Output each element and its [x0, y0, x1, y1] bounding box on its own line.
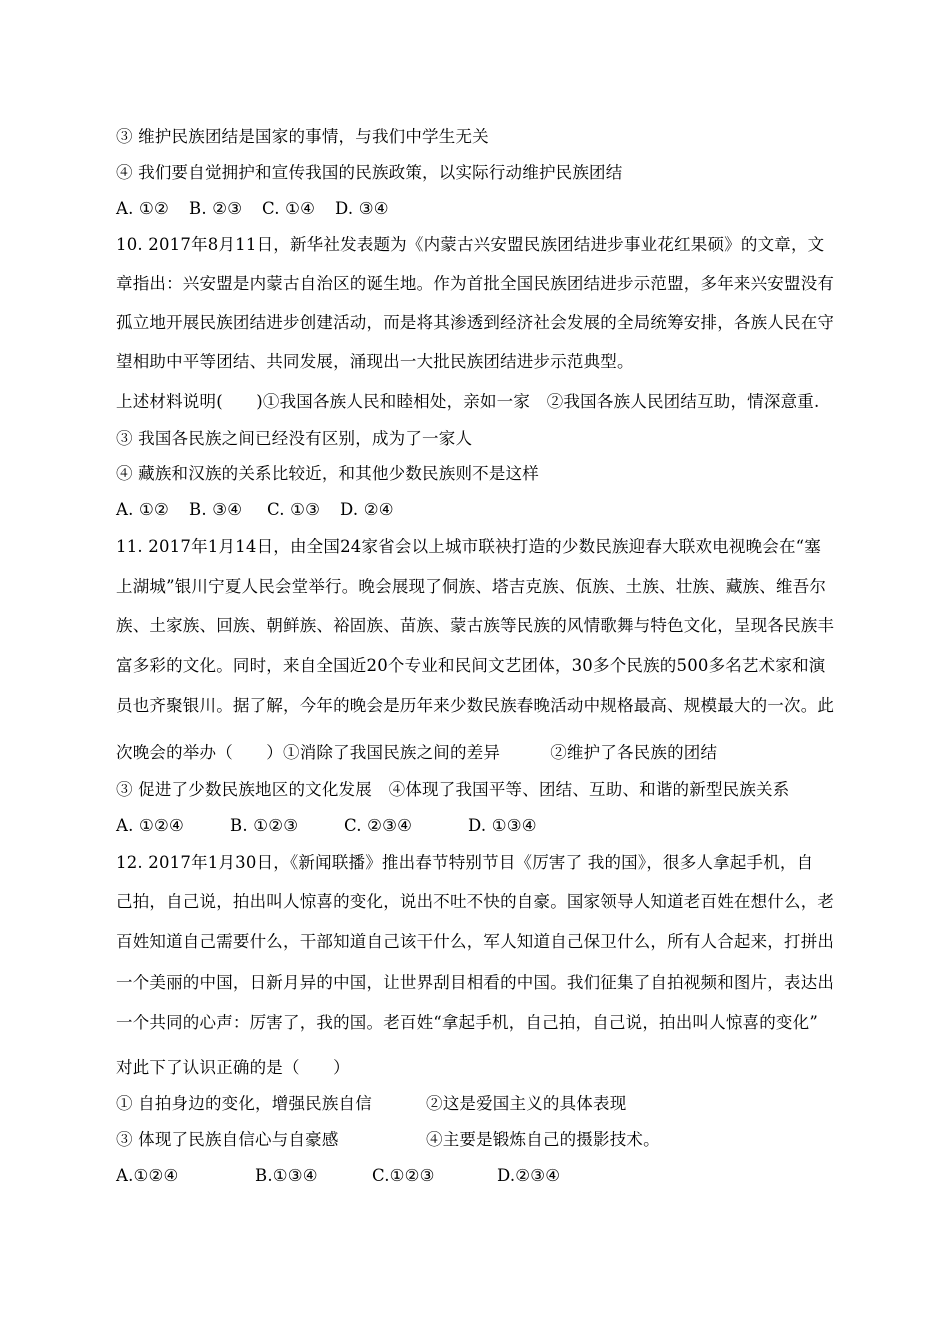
- q12-statement-1: ① 自拍身边的变化，增强民族自信: [116, 1094, 372, 1113]
- q11-statements: ③ 促进了少数民族地区的文化发展 ④体现了我国平等、团结、互助、和谐的新型民族关系: [116, 780, 790, 799]
- q11-line: 富多彩的文化。同时，来自全国近20个专业和民间文艺团体，30多个民族的500多名艺术家和演: [116, 656, 826, 675]
- q12-line: 一个美丽的中国，日新月异的中国，让世界刮目相看的中国。我们征集了自拍视频和图片，表达出: [116, 973, 835, 992]
- q11-option-b: B. ①②③: [230, 816, 299, 835]
- q12-statements-row-2: [116, 1129, 660, 1151]
- q12-statement-2: ②这是爱国主义的具体表现: [426, 1094, 627, 1113]
- q11-line: 上湖城”银川宁夏人民会堂举行。晚会展现了侗族、塔吉克族、佤族、土族、壮族、藏族、维吾尔: [116, 577, 827, 596]
- q11-option-a: A. ①②④: [116, 816, 184, 835]
- q12-line: 12. 2017年1月30日，《新闻联播》推出春节特别节目《厉害了 我的国》，很多人拿起手机，自: [116, 853, 814, 872]
- q9-option-a: A. ①②: [116, 199, 169, 218]
- q10-line: 望相助中平等团结、共同发展，涌现出一大批民族团结进步示范典型。: [116, 352, 634, 371]
- q12-option-d: D.②③④: [497, 1166, 561, 1185]
- q11-option-c: C. ②③④: [344, 816, 413, 835]
- q10-statement-3: ③ 我国各民族之间已经没有区别，成为了一家人: [116, 429, 473, 448]
- q10-option-b: B. ③④: [189, 500, 243, 519]
- q10-statement-4: ④ 藏族和汉族的关系比较近，和其他少数民族则不是这样: [116, 464, 539, 483]
- q12-question: 对此下了认识正确的是（ ）: [116, 1058, 350, 1077]
- q12-statement-3: ③ 体现了民族自信心与自豪感: [116, 1130, 339, 1149]
- q10-options: [116, 499, 394, 521]
- q10-option-c: C. ①③: [267, 500, 321, 519]
- q9-options: [116, 198, 389, 220]
- q12-statement-4: ④主要是锻炼自己的摄影技术。: [426, 1130, 660, 1149]
- q11-options: [116, 815, 537, 837]
- q9-option-d: D. ③④: [335, 199, 389, 218]
- q12-option-c: C.①②③: [372, 1166, 435, 1185]
- q10-line: 10. 2017年8月11日，新华社发表题为《内蒙古兴安盟民族团结进步事业花红果硕》的文章，文: [116, 235, 825, 254]
- q10-line: 章指出：兴安盟是内蒙古自治区的诞生地。作为首批全国民族团结进步示范盟，多年来兴安盟没有: [116, 274, 835, 293]
- q10-option-a: A. ①②: [116, 500, 169, 519]
- q9-option-c: C. ①④: [262, 199, 316, 218]
- q11-question: 次晚会的举办（ ）①消除了我国民族之间的差异 ②维护了各民族的团结: [116, 743, 718, 762]
- q12-option-a: A.①②④: [116, 1166, 179, 1185]
- q11-line: 员也齐聚银川。据了解，今年的晚会是历年来少数民族春晚活动中规格最高、规模最大的一次。此: [116, 696, 835, 715]
- q11-line: 11. 2017年1月14日，由全国24家省会以上城市联袂打造的少数民族迎春大联欢电视晚会在“塞: [116, 537, 822, 556]
- q10-option-d: D. ②④: [340, 500, 394, 519]
- q12-line: 百姓知道自己需要什么，干部知道自己该干什么，军人知道自己保卫什么，所有人合起来，打拼出: [116, 932, 835, 951]
- q10-question: 上述材料说明( )①我国各族人民和睦相处，亲如一家 ②我国各族人民团结互助，情深意重.: [116, 392, 820, 411]
- q11-option-d: D. ①③④: [468, 816, 537, 835]
- q12-line: 一个共同的心声：厉害了，我的国。老百姓“拿起手机，自己拍，自己说，拍出叫人惊喜的变化”: [116, 1013, 818, 1032]
- q9-option-b: B. ②③: [189, 199, 243, 218]
- q12-statements-row-1: [116, 1093, 626, 1115]
- q11-line: 族、土家族、回族、朝鲜族、裕固族、苗族、蒙古族等民族的风情歌舞与特色文化，呈现各民族丰: [116, 616, 835, 635]
- q10-line: 孤立地开展民族团结进步创建活动，而是将其渗透到经济社会发展的全局统筹安排，各族人民在守: [116, 313, 835, 332]
- q9-statement-4: ④ 我们要自觉拥护和宣传我国的民族政策，以实际行动维护民族团结: [116, 163, 623, 182]
- q12-option-b: B.①③④: [255, 1166, 318, 1185]
- q12-options: [116, 1165, 560, 1187]
- q12-line: 己拍，自己说，拍出叫人惊喜的变化，说出不吐不快的自豪。国家领导人知道老百姓在想什么，老: [116, 892, 835, 911]
- q9-statement-3: ③ 维护民族团结是国家的事情，与我们中学生无关: [116, 127, 489, 146]
